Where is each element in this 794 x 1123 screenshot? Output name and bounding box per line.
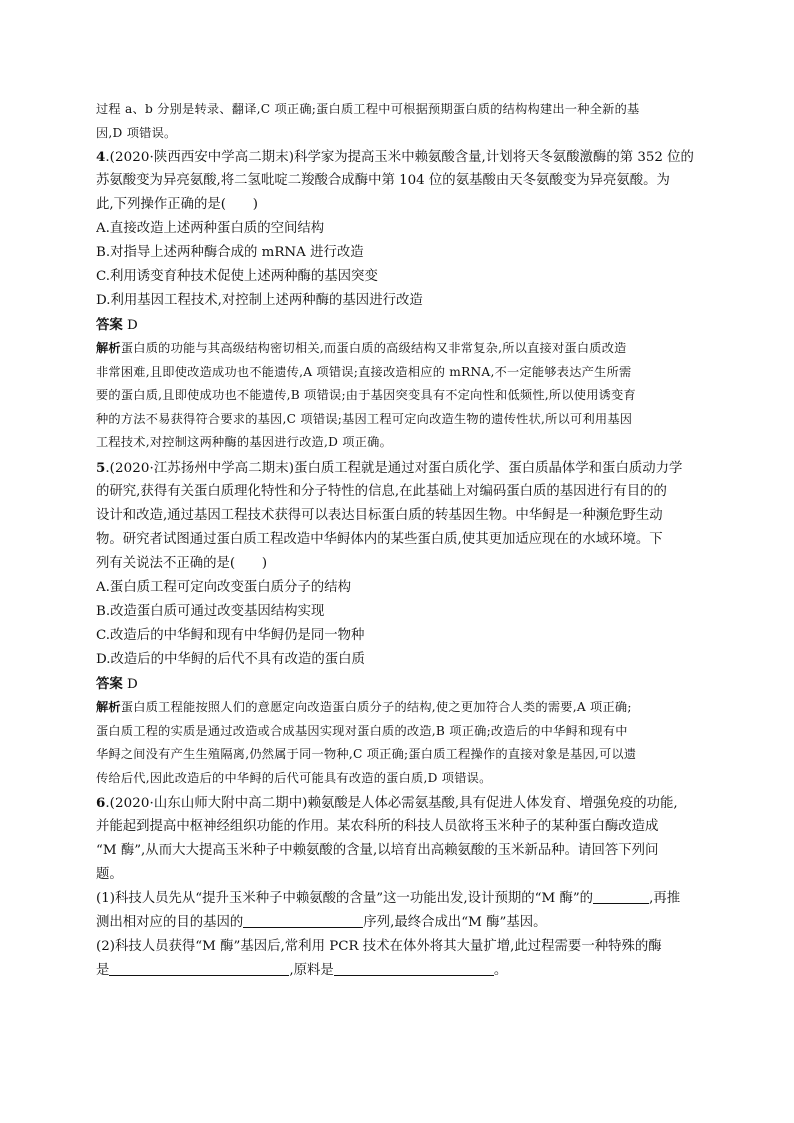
question-number: 5: [96, 460, 106, 476]
q4-option-c: C.利用诱变育种技术促使上述两种酶的基因突变: [96, 269, 378, 284]
q6-sub1-line1: [96, 887, 696, 911]
answer-value: D: [127, 318, 138, 333]
q4-option-d: D.利用基因工程技术,对控制上述两种酶的基因进行改造: [96, 293, 423, 308]
q6-stem-text: 赖氨酸是人体必需氨基酸,具有促进人体发育、增强免疫的功能,: [307, 796, 678, 811]
q6-sub2-text: ,原料是: [289, 963, 334, 978]
answer-blank[interactable]: [109, 961, 289, 976]
q5-stem-line: 列有关说法不正确的是( ): [96, 556, 268, 571]
q3-tail-line: 因,D 项错误。: [96, 125, 177, 140]
q4-explanation-line: 要的蛋白质,且即使成功也不能遗传,B 项错误;由于基因突变具有不定向性和低频性,所以使用诱变育: [96, 388, 636, 402]
answer-value: D: [127, 677, 138, 692]
q4-stem-line: 此,下列操作正确的是( ): [96, 197, 259, 212]
q5-explanation: [96, 696, 696, 790]
answer-blank[interactable]: [243, 913, 363, 928]
q5-answer: [96, 672, 696, 696]
q5-explanation-line: 华鲟之间没有产生生殖隔离,仍然属于同一物种,C 项正确;蛋白质工程操作的直接对象是基因,可以遗: [96, 747, 637, 761]
q6-sub1-text: 测出相对应的目的基因的: [96, 915, 244, 930]
q6-stem-line: “M 酶”,从而大大提高玉米种子中赖氨酸的含量,以培育出高赖氨酸的玉米新品种。请回答下列问: [96, 843, 659, 858]
q6-sub1-text: ,再推: [649, 891, 681, 906]
q5-stem-line: 物。研究者试图通过蛋白质工程改造中华鲟体内的某些蛋白质,使其更加适应现在的水域环境。下: [96, 532, 663, 547]
q6-sub1-text: 序列,最终合成出“M 酶”基因。: [363, 915, 547, 930]
question-number: 4: [96, 149, 106, 165]
q4-explanation-line: 种的方法不易获得符合要求的基因,C 项错误;基因工程可定向改造生物的遗传性状,所以可利用基因: [96, 411, 633, 426]
answer-label: 答案: [96, 676, 123, 692]
q6-sub2-line2: [96, 959, 696, 983]
q5-stem-text: 蛋白质工程就是通过对蛋白质化学、蛋白质晶体学和蛋白质动力学: [294, 461, 683, 476]
explain-label: 解析: [96, 341, 121, 355]
q5-stem-line: [96, 456, 696, 480]
q5-explanation-line: [96, 696, 696, 720]
question-number: 6: [96, 795, 106, 811]
q4-explanation-line: 工程技术,对控制这两种酶的基因进行改造,D 项正确。: [96, 435, 393, 449]
q5-option-d: D.改造后的中华鲟的后代不具有改造的蛋白质: [96, 652, 365, 667]
q4-explanation-line: [96, 337, 696, 361]
q6-sub1-line2: [96, 911, 696, 935]
question-source: .(2020·江苏扬州中学高二期末): [105, 461, 295, 476]
q5-stem-line: 的研究,获得有关蛋白质理化特性和分子特性的信息,在此基础上对编码蛋白质的基因进行有目的的: [96, 484, 667, 499]
q4-explanation-line: 非常困难,且即使改造成功也不能遗传,A 项错误;直接改造相应的 mRNA,不一定能够表达产生所需: [96, 364, 632, 379]
q4-answer: [96, 313, 696, 337]
explanation-text: 蛋白质工程能按照人们的意愿定向改造蛋白质分子的结构,使之更加符合人类的需要,A 项正确;: [120, 700, 632, 714]
q6-sub2-text: 是: [96, 963, 110, 978]
q3-explanation-tail: [96, 98, 696, 145]
answer-blank[interactable]: [593, 889, 649, 904]
q5-explanation-line: 传给后代,因此改造后的中华鲟的后代可能具有改造的蛋白质,D 项错误。: [96, 770, 492, 785]
q5-option-a: A.蛋白质工程可定向改变蛋白质分子的结构: [96, 580, 351, 595]
q4-option-a: A.直接改造上述两种蛋白质的空间结构: [96, 221, 325, 236]
q5-stem-line: 设计和改造,通过基因工程技术获得可以表达目标蛋白质的转基因生物。中华鲟是一种濒危野生动: [96, 508, 663, 523]
q4-stem-text: 科学家为提高玉米中赖氨酸含量,计划将天冬氨酸激酶的第 352 位的: [294, 150, 694, 165]
answer-blank[interactable]: [334, 961, 494, 976]
answer-label: 答案: [96, 317, 123, 333]
q6-stem-line: 并能起到提高中枢神经组织功能的作用。某农科所的科技人员欲将玉米种子的某种蛋白酶改造成: [96, 819, 659, 834]
q6-sub2-line1: (2)科技人员获得“M 酶”基因后,常利用 PCR 技术在体外将其大量扩增,此过程需要一种特殊的酶: [96, 939, 662, 954]
q4-option-b: B.对指导上述两种酶合成的 mRNA 进行改造: [96, 245, 364, 260]
question-4: [96, 145, 696, 337]
q6-sub1-text: (1)科技人员先从“提升玉米种子中赖氨酸的含量”这一功能出发,设计预期的“M 酶”的: [96, 891, 594, 906]
q6-stem-line: 题。: [96, 867, 123, 882]
q5-explanation-line: 蛋白质工程的实质是通过改造或合成基因实现对蛋白质的改造,B 项正确;改造后的中华鲟和现有中: [96, 723, 628, 738]
q5-option-b: B.改造蛋白质可通过改变基因结构实现: [96, 604, 325, 619]
explanation-text: 蛋白质的功能与其高级结构密切相关,而蛋白质的高级结构又非常复杂,所以直接对蛋白质改造: [120, 341, 627, 355]
q6-sub2-text: 。: [493, 963, 508, 978]
question-source: .(2020·陕西西安中学高二期末): [105, 150, 295, 165]
question-6: [96, 791, 696, 983]
explain-label: 解析: [96, 700, 121, 714]
q3-tail-line: 过程 a、b 分别是转录、翻译,C 项正确;蛋白质工程中可根据预期蛋白质的结构构建出一种全新的基: [96, 102, 640, 116]
q4-stem-line: 苏氨酸变为异亮氨酸,将二氢吡啶二羧酸合成酶中第 104 位的氨基酸由天冬氨酸变为异亮氨酸。为: [96, 173, 670, 188]
q6-stem-line: [96, 791, 696, 815]
question-5: [96, 456, 696, 696]
question-source: .(2020·山东山师大附中高二期中): [105, 796, 308, 811]
q5-option-c: C.改造后的中华鲟和现有中华鲟仍是同一物种: [96, 628, 365, 643]
q4-explanation: [96, 337, 696, 455]
q4-stem-line: [96, 145, 696, 169]
